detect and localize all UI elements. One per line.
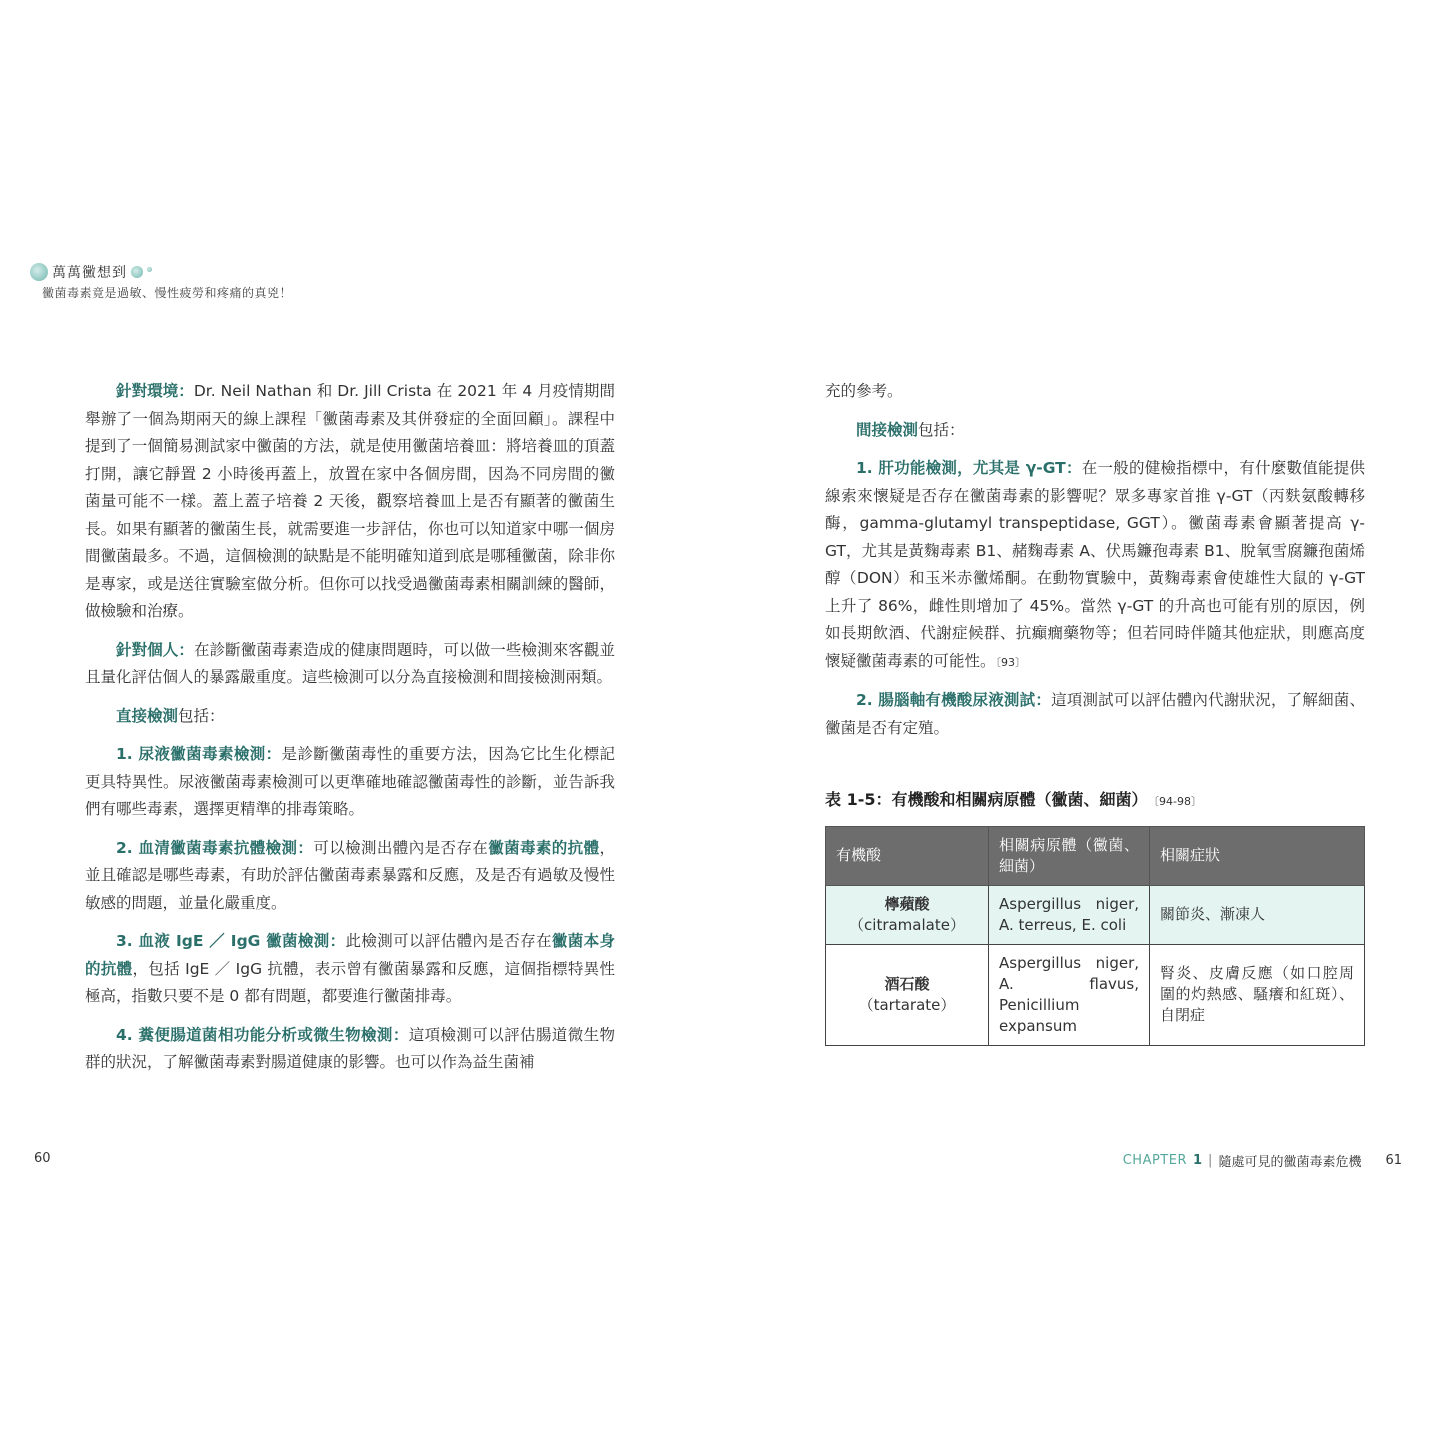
header-title-row xyxy=(30,262,430,282)
body-text: 是診斷黴菌毒性的重要方法，因為它比生化標記更具特異性。尿液黴菌毒素檢測可以更準確地確認黴菌毒性的診斷，並告訴我們有哪些毒素，選擇更精準的排毒策略。 xyxy=(85,745,615,818)
paragraph-environment xyxy=(85,378,615,626)
lead-serum-test: 2. 血清黴菌毒素抗體檢測： xyxy=(116,838,314,857)
body-text: 包括： xyxy=(178,706,225,725)
mold-spore-icon xyxy=(30,263,48,281)
chapter-number: 1 xyxy=(1193,1153,1203,1168)
body-text: ，並且確認是哪些毒素，有助於評估黴菌毒素暴露和反應，及是否有過敏及慢性敏感的問題，並量化嚴重度。 xyxy=(85,838,615,912)
acid-name-en: （citramalate） xyxy=(849,915,965,934)
item-liver-test xyxy=(825,455,1365,676)
body-text: 這項檢測可以評估腸道微生物群的狀況，了解黴菌毒素對腸道健康的影響。也可以作為益生菌補 xyxy=(85,1025,615,1071)
acid-name: 檸蘋酸 xyxy=(884,894,930,913)
acid-cell xyxy=(826,944,989,1045)
lead-individual: 針對個人： xyxy=(116,640,194,659)
item-stool-test xyxy=(85,1022,615,1077)
body-text: 這項測試可以評估體內代謝狀況，了解細菌、黴菌是否有定殖。 xyxy=(825,691,1365,737)
chapter-title: 隨處可見的黴菌毒素危機 xyxy=(1218,1155,1362,1170)
right-page-column xyxy=(825,378,1365,1046)
pathogen-cell: Aspergillus niger, A. flavus, Penicillium expansum xyxy=(989,944,1150,1045)
organic-acid-table xyxy=(825,826,1365,1046)
body-text: 在一般的健檢指標中，有什麼數值能提供線索來懷疑是否存在黴菌毒素的影響呢？眾多專家首推 γ-GT（丙麩氨酸轉移酶，gamma-glutamyl transpeptidase, GGT）。黴菌毒素會顯著提高 γ-GT，尤其是黃麴毒素 B1、赭麴毒素 A、伏馬鐮孢毒素 B1、脫氧雪腐鐮孢菌烯醇（DON）和玉米赤黴烯酮。在動物實驗中，黃麴毒素會使雄性大鼠的 γ-GT 上升了 86%，雌性則增加了 45%。當然 γ-GT 的升高也可能有別的原因，例如長期飲酒、代謝症候群、抗癲癇藥物等；但若同時伴隨其他症狀，則應高度懷疑黴菌毒素的可能性。 xyxy=(825,459,1365,670)
lead-stool-test: 4. 糞便腸道菌相功能分析或微生物檢測： xyxy=(116,1025,409,1044)
header-cell: 有機酸 xyxy=(826,826,989,885)
paragraph-continuation: 充的參考。 xyxy=(825,382,903,400)
page-number-left: 60 xyxy=(34,1151,51,1166)
citation-ref: 〔93〕 xyxy=(995,655,1027,669)
header-cell: 相關病原體（黴菌、細菌） xyxy=(989,826,1150,885)
mold-spore-icon xyxy=(131,266,143,278)
lead-organic-acid-test: 2. 腸腦軸有機酸尿液測試： xyxy=(856,691,1052,709)
acid-name-en: （tartarate） xyxy=(858,995,956,1014)
table-header-row xyxy=(826,826,1365,885)
header-cell: 相關症狀 xyxy=(1150,826,1365,885)
table-title xyxy=(825,786,1365,816)
body-text: 可以檢測出體內是否存在 xyxy=(313,838,489,857)
mold-spore-icon xyxy=(147,267,152,272)
highlight-text: 黴菌本身的抗體 xyxy=(85,932,615,978)
book-title: 萬萬黴想到 xyxy=(52,265,127,281)
body-text: ，包括 IgE ／ IgG 抗體，表示曾有黴菌暴露和反應，這個指標特異性極高，指數只要不是 0 都有問題，都要進行黴菌排毒。 xyxy=(85,959,615,1005)
running-header xyxy=(30,262,430,301)
body-text: 在診斷黴菌毒素造成的健康問題時，可以做一些檢測來客觀並且量化評估個人的暴露嚴重度。這些檢測可以分為直接檢測和間接檢測兩類。 xyxy=(85,640,615,686)
body-text: 包括： xyxy=(918,420,965,439)
footer-separator: | xyxy=(1208,1153,1213,1168)
table-citation: 〔94-98〕 xyxy=(1153,795,1202,808)
paragraph-direct-tests xyxy=(85,703,615,731)
lead-blood-test: 3. 血液 IgE ／ IgG 黴菌檢測： xyxy=(116,932,346,950)
paragraph-indirect-tests xyxy=(825,417,1365,445)
lead-environment: 針對環境： xyxy=(116,382,194,400)
body-text: 此檢測可以評估體內是否存在 xyxy=(345,932,552,950)
page-number-right: 61 xyxy=(1385,1153,1402,1168)
acid-name: 酒石酸 xyxy=(884,974,930,993)
item-urine-test xyxy=(85,741,615,824)
table-row xyxy=(826,885,1365,944)
symptom-cell: 關節炎、漸凍人 xyxy=(1150,885,1365,944)
body-text: Dr. Neil Nathan 和 Dr. Jill Crista 在 2021 年 4 月疫情期間舉辦了一個為期兩天的線上課程「黴菌毒素及其併發症的全面回顧」。課程中提到了一個簡易測試家中黴菌的方法，就是使用黴菌培養皿：將培養皿的頂蓋打開，讓它靜置 2 小時後再蓋上，放置在家中各個房間，因為不同房間的黴菌量可能不一樣。蓋上蓋子培養 2 天後，觀察培養皿上是否有顯著的黴菌生長。如果有顯著的黴菌生長，就需要進一步評估，你也可以知道家中哪一個房間黴菌最多。不過，這個檢測的缺點是不能明確知道到底是哪種黴菌，除非你是專家，或是送往實驗室做分析。但你可以找受過黴菌毒素相關訓練的醫師，做檢驗和治療。 xyxy=(85,382,615,620)
lead-urine-test: 1. 尿液黴菌毒素檢測： xyxy=(116,745,282,763)
highlight-text: 黴菌毒素的抗體 xyxy=(488,838,600,857)
table-title-text: 表 1-5：有機酸和相關病原體（黴菌、細菌） xyxy=(825,790,1148,809)
item-serum-antibody-test xyxy=(85,835,615,918)
lead-liver-test: 1. 肝功能檢測，尤其是 γ-GT： xyxy=(856,459,1082,477)
item-blood-ige-igg-test xyxy=(85,928,615,1011)
chapter-label: CHAPTER xyxy=(1122,1153,1187,1168)
left-page-column xyxy=(85,378,615,1088)
table-row xyxy=(826,944,1365,1045)
acid-cell xyxy=(826,885,989,944)
paragraph-individual xyxy=(85,637,615,692)
pathogen-cell: Aspergillus niger, A. terreus, E. coli xyxy=(989,885,1150,944)
item-organic-acid-test xyxy=(825,687,1365,742)
book-subtitle: 黴菌毒素竟是過敏、慢性疲勞和疼痛的真兇！ xyxy=(42,286,293,300)
lead-indirect-tests: 間接檢測 xyxy=(856,420,919,439)
lead-direct-tests: 直接檢測 xyxy=(116,706,179,725)
running-footer-right xyxy=(1123,1151,1402,1170)
symptom-cell: 腎炎、皮膚反應（如口腔周圍的灼熱感、騷癢和紅斑）、自閉症 xyxy=(1150,944,1365,1045)
